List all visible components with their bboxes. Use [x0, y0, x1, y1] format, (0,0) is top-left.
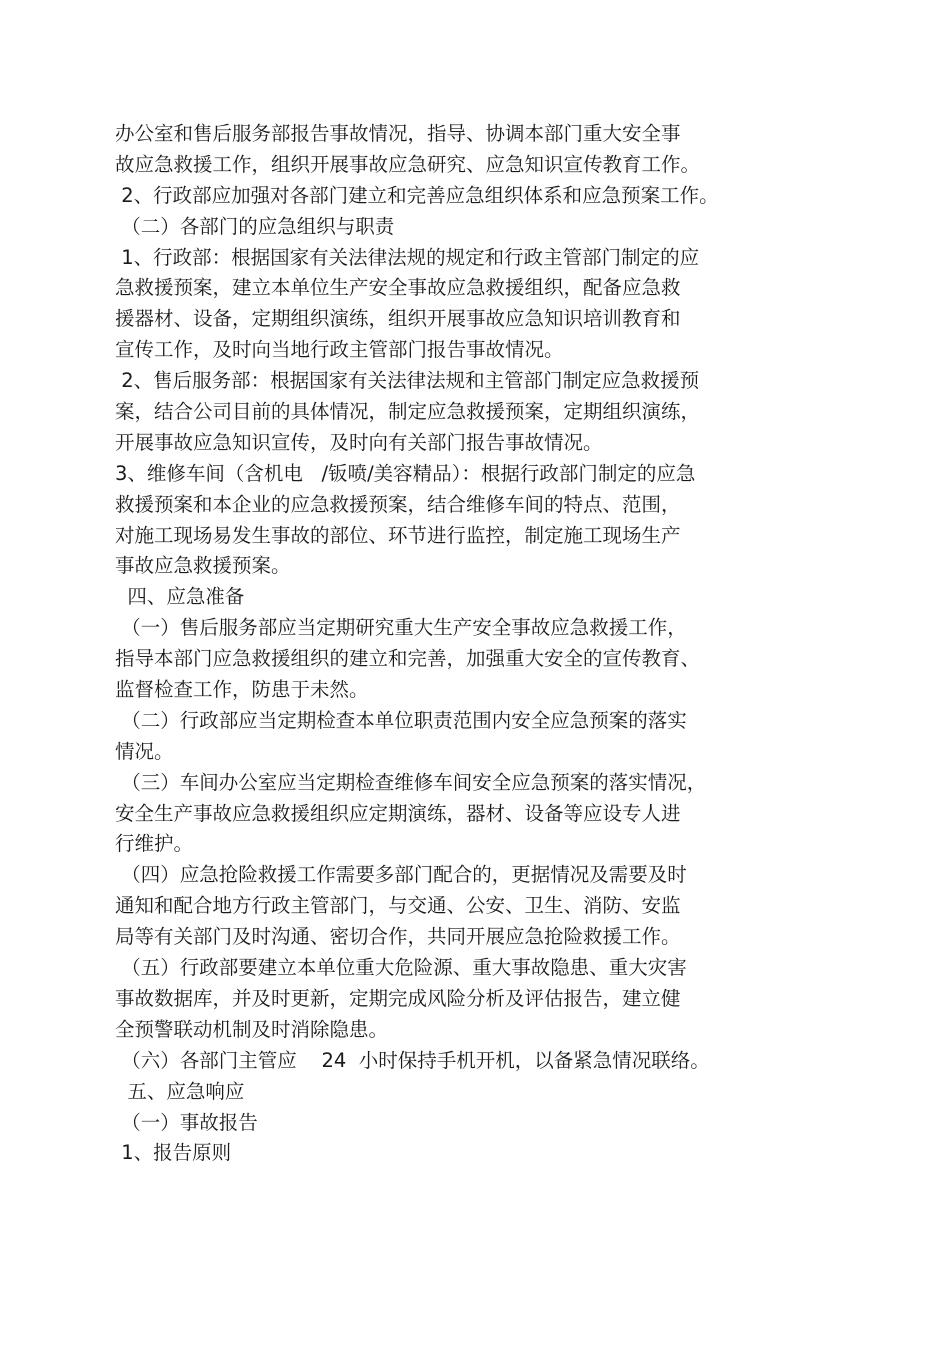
- text-line: 2、行政部应加强对各部门建立和完善应急组织体系和应急预案工作。: [115, 183, 719, 207]
- document-body: [115, 119, 805, 1169]
- text-line: （一）售后服务部应当定期研究重大生产安全事故应急救援工作，: [115, 616, 687, 640]
- text-line: 对施工现场易发生事故的部位、环节进行监控，制定施工现场生产: [115, 523, 681, 547]
- text-line: 办公室和售后服务部报告事故情况，指导、协调本部门重大安全事: [115, 122, 681, 145]
- section-heading: 四、应急准备: [115, 585, 245, 609]
- text-line: （六）各部门主管应 24 小时保持手机开机，以备紧急情况联络。: [115, 1048, 710, 1072]
- text-line: 案，结合公司目前的具体情况，制定应急救援预案，定期组织演练，: [115, 400, 701, 424]
- text-line: （二）行政部应当定期检查本单位职责范围内安全应急预案的落实: [115, 708, 687, 732]
- text-line: 故应急救援工作，组织开展事故应急研究、应急知识宣传教育工作。: [115, 152, 701, 176]
- text-line: 行维护。: [115, 832, 194, 856]
- text-line: 局等有关部门及时沟通、密切合作，共同开展应急抢险救援工作。: [115, 925, 681, 949]
- text-line: （四）应急抢险救援工作需要多部门配合的，更据情况及需要及时: [115, 863, 687, 887]
- text-line: 事故应急救援预案。: [115, 554, 291, 578]
- text-line: 1、行政部：根据国家有关法律法规的规定和行政主管部门制定的应: [115, 245, 700, 269]
- section-subheading: （一）事故报告: [115, 1110, 258, 1134]
- text-line: 援器材、设备，定期组织演练，组织开展事故应急知识培训教育和: [115, 307, 681, 331]
- text-line: （五）行政部要建立本单位重大危险源、重大事故隐患、重大灾害: [115, 956, 687, 980]
- text-line: 1、报告原则: [115, 1141, 232, 1165]
- section-subheading: （二）各部门的应急组织与职责: [115, 214, 395, 238]
- text-line: 全预警联动机制及时消除隐患。: [115, 1017, 389, 1041]
- text-line: 3、维修车间（含机电 /钣喷/美容精品）：根据行政部门制定的应急: [115, 461, 696, 485]
- text-line: 监督检查工作，防患于未然。: [115, 678, 369, 702]
- text-line: 急救援预案，建立本单位生产安全事故应急救援组织，配备应急救: [115, 276, 681, 300]
- text-line: 情况。: [115, 739, 174, 763]
- text-line: 开展事故应急知识宣传，及时向有关部门报告事故情况。: [115, 430, 603, 454]
- text-line: 指导本部门应急救援组织的建立和完善，加强重大安全的宣传教育、: [115, 647, 701, 671]
- text-line: 救援预案和本企业的应急救援预案，结合维修车间的特点、范围，: [115, 492, 681, 516]
- text-line: 宣传工作，及时向当地行政主管部门报告事故情况。: [115, 338, 564, 362]
- text-line: 安全生产事故应急救援组织应定期演练，器材、设备等应设专人进: [115, 801, 681, 825]
- text-line: 2、售后服务部：根据国家有关法律法规和主管部门制定应急救援预: [115, 369, 700, 393]
- text-line: （三）车间办公室应当定期检查维修车间安全应急预案的落实情况，: [115, 770, 707, 794]
- text-line: 通知和配合地方行政主管部门，与交通、公安、卫生、消防、安监: [115, 894, 681, 918]
- section-heading: 五、应急响应: [115, 1079, 245, 1103]
- text-line: 事故数据库，并及时更新，定期完成风险分析及评估报告，建立健: [115, 986, 681, 1010]
